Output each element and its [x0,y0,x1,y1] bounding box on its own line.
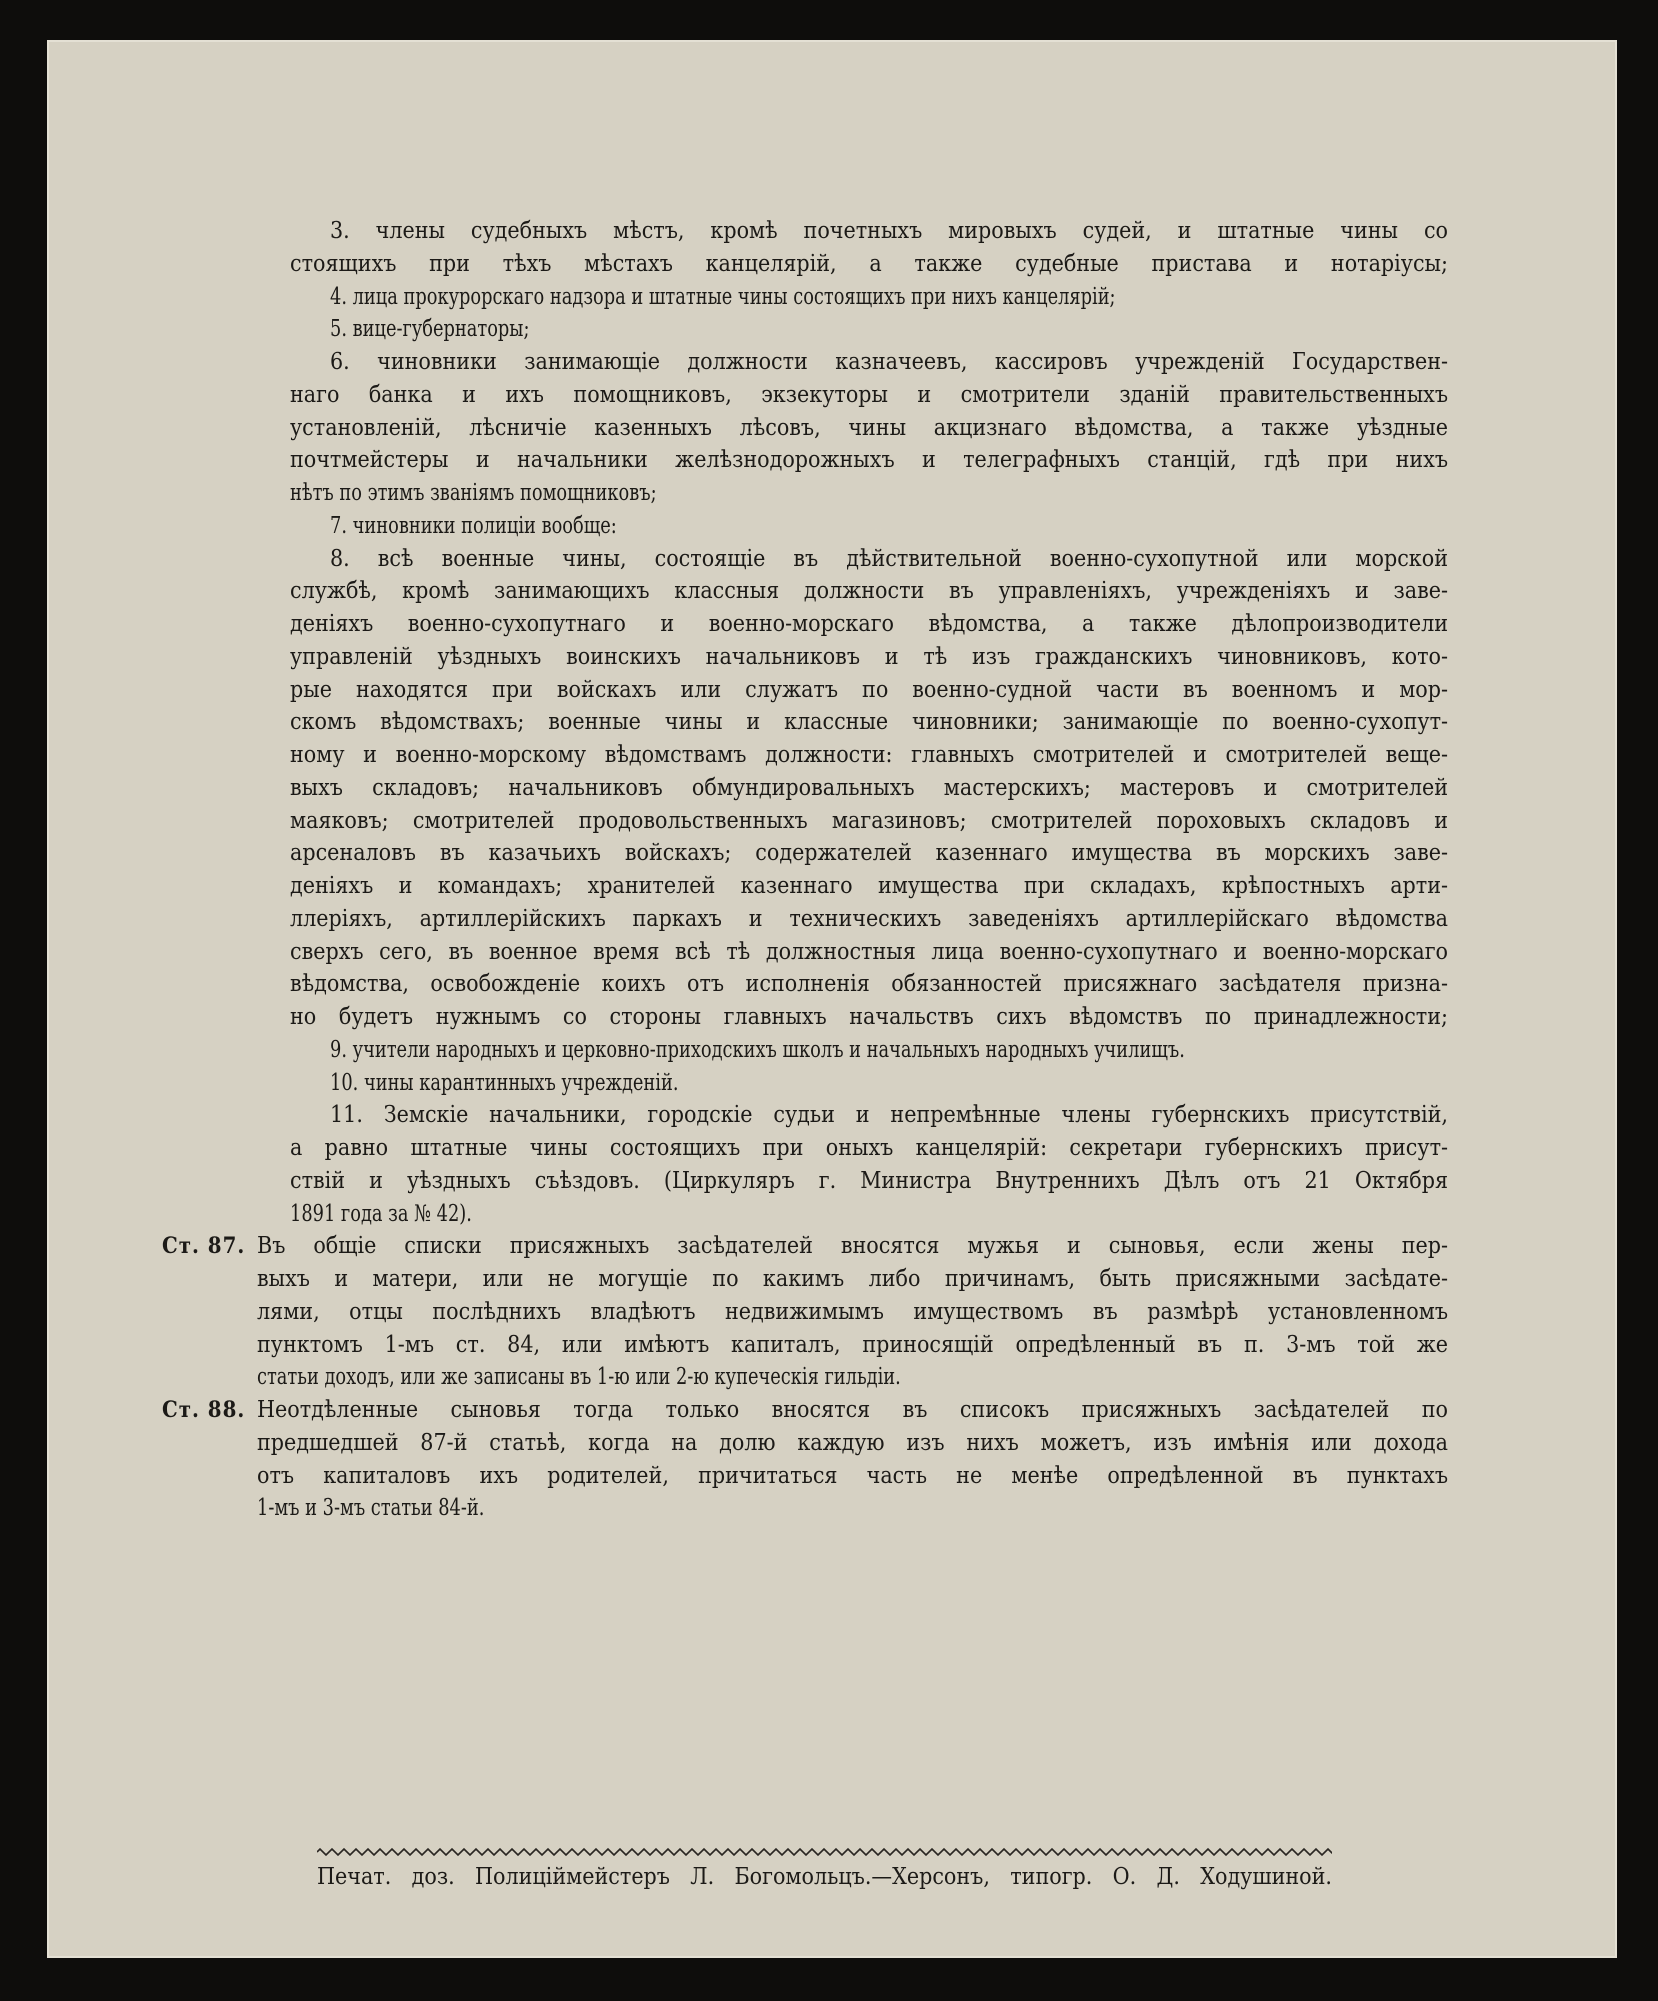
article-label: Ст. 87. [162,1233,246,1260]
text-line: деніяхъ военно-сухопутнаго и военно-морскаго вѣдомства, а также дѣлопроизводители [290,611,1448,637]
document-page [47,40,1617,1958]
text-line: вѣдомства, освобожденіе коихъ отъ исполненія обязанностей присяжнаго засѣдателя призна- [290,971,1448,998]
text-line: 3. члены судебныхъ мѣстъ, кромѣ почетныхъ мировыхъ судей, и штатные чины со [330,218,1448,244]
text-line: деніяхъ и командахъ; хранителей казеннаго имущества при складахъ, крѣпостныхъ арти- [290,873,1448,899]
text-line: предшедшей 87-й статьѣ, когда на долю каждую изъ нихъ можетъ, изъ имѣнія или дохода [257,1429,1448,1456]
printer-imprint: Печат. доз. Полиціймейстеръ Л. Богомольцъ.—Херсонъ, типогр. О. Д. Ходушиной. [317,1864,1332,1890]
text-line: 6. чиновники занимающіе должности казначеевъ, кассировъ учрежденій Государствен- [330,349,1448,375]
text-line: службѣ, кромѣ занимающихъ классныя должности въ управленіяхъ, учрежденіяхъ и заве- [290,578,1448,605]
text-line: лями, отцы послѣднихъ владѣютъ недвижимымъ имуществомъ въ размѣрѣ установленномъ [257,1298,1448,1325]
text-line: стоящихъ при тѣхъ мѣстахъ канцелярій, а также судебные пристава и нотаріусы; [290,250,1448,277]
text-line: а равно штатные чины состоящихъ при оныхъ канцелярій: секретари губернскихъ присут- [290,1135,1448,1161]
text-line: ствій и уѣздныхъ съѣздовъ. (Циркуляръ г. Министра Внутреннихъ Дѣлъ отъ 21 Октября [290,1167,1448,1194]
text-line: 11. Земскіе начальники, городскіе судьи и непремѣнные члены губернскихъ присутствій, [330,1102,1448,1129]
text-line: 1-мъ и 3-мъ статьи 84-й. [257,1495,485,1522]
wavy-rule-divider [317,1847,1332,1857]
text-line: сверхъ сего, въ военное время всѣ тѣ должностныя лица военно-сухопутнаго и военно-морскаго [290,938,1448,965]
text-line: статьи доходъ, или же записаны въ 1-ю или 2-ю купеческія гильдіи. [257,1364,901,1391]
text-line: но будетъ нужнымъ со стороны главныхъ начальствъ сихъ вѣдомствъ по принадлежности; [290,1004,1448,1030]
text-line: нѣтъ по этимъ званіямъ помощниковъ; [290,480,657,506]
text-line: 1891 года за № 42). [290,1200,472,1227]
article-label: Ст. 88. [162,1397,246,1423]
text-line: отъ капиталовъ ихъ родителей, причитаться часть не менѣе опредѣленной въ пунктахъ [257,1462,1448,1489]
text-line: 7. чиновники полиціи вообще: [330,512,617,539]
text-line: наго банка и ихъ помощниковъ, экзекуторы и смотрители зданій правительственныхъ [290,381,1448,408]
text-line: ллеріяхъ, артиллерійскихъ паркахъ и техническихъ заведеніяхъ артиллерійскаго вѣдомства [290,905,1448,932]
text-line: 8. всѣ военные чины, состоящіе въ дѣйствительной военно-сухопутной или морской [330,545,1448,572]
text-line: выхъ складовъ; начальниковъ обмундировальныхъ мастерскихъ; мастеровъ и смотрителей [290,774,1448,801]
text-line: управленій уѣздныхъ воинскихъ начальниковъ и тѣ изъ гражданскихъ чиновниковъ, кото- [290,643,1448,670]
text-line: скомъ вѣдомствахъ; военные чины и классные чиновники; занимающіе по военно-сухопут- [290,709,1448,736]
text-line: маяковъ; смотрителей продовольственныхъ магазиновъ; смотрителей пороховыхъ складовъ и [290,807,1448,834]
text-line: Въ общіе списки присяжныхъ засѣдателей вносятся мужья и сыновья, если жены пер- [257,1233,1448,1260]
text-line: Неотдѣленные сыновья тогда только вносятся въ списокъ присяжныхъ засѣдателей по [257,1397,1448,1423]
text-line: выхъ и матери, или не могущіе по какимъ либо причинамъ, быть присяжными засѣдате- [257,1266,1448,1292]
text-line: 4. лица прокурорскаго надзора и штатные чины состоящихъ при нихъ канцелярій; [330,283,1116,310]
text-line: почтмейстеры и начальники желѣзнодорожныхъ и телеграфныхъ станцій, гдѣ при нихъ [290,447,1448,474]
text-line: установленій, лѣсничіе казенныхъ лѣсовъ, чины акцизнаго вѣдомства, а также уѣздные [290,414,1448,441]
text-line: 10. чины карантинныхъ учрежденій. [330,1069,679,1096]
text-line: рые находятся при войскахъ или служатъ по военно-судной части въ военномъ и мор- [290,676,1448,703]
text-line: 9. учители народныхъ и церковно-приходскихъ школъ и начальныхъ народныхъ училищъ. [330,1036,1185,1063]
text-line: арсеналовъ въ казачьихъ войскахъ; содержателей казеннаго имущества въ морскихъ заве- [290,840,1448,867]
text-line: пунктомъ 1-мъ ст. 84, или имѣютъ капиталъ, приносящій опредѣленный въ п. 3-мъ той же [257,1331,1448,1358]
text-line: 5. вице-губернаторы; [330,316,530,343]
text-line: ному и военно-морскому вѣдомствамъ должности: главныхъ смотрителей и смотрителей веще- [290,742,1448,768]
